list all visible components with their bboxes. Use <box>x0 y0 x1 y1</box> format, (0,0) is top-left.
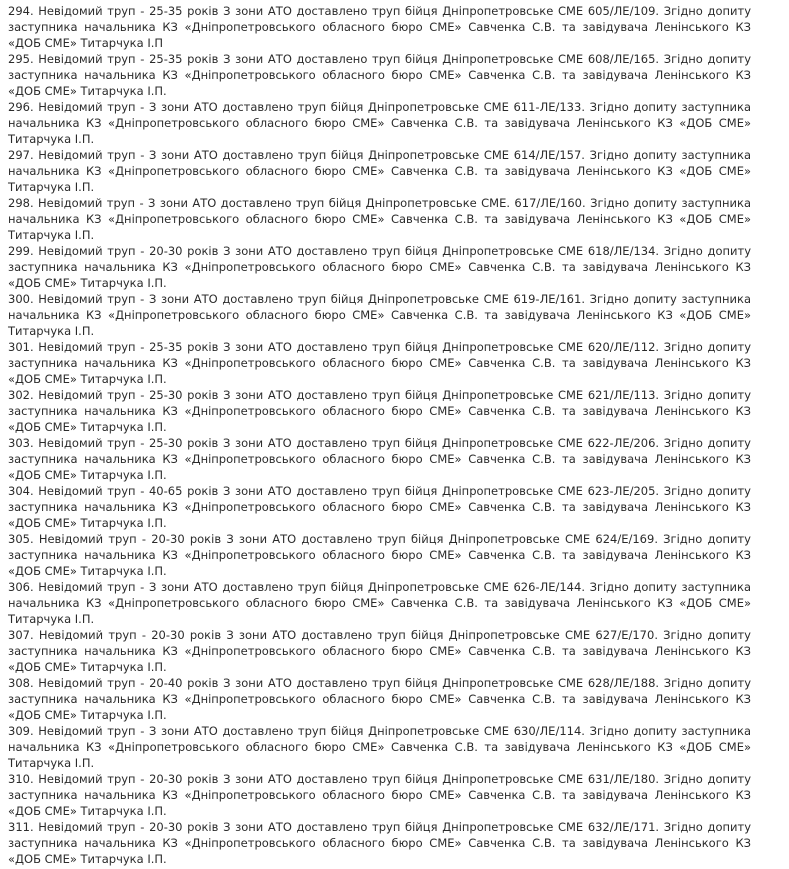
list-item: 298. Невідомий труп - З зони АТО доставлено труп бійця Дніпропетровське СМЕ. 617/ЛЕ/160. Згідно допиту заступника начальника КЗ «Дніпропетровського обласного бюро СМЕ» Савченка С.В. та завідувача Ленінського КЗ «ДОБ СМЕ» Титарчука І.П. <box>8 196 751 242</box>
list-item: 295. Невідомий труп - 25-35 років З зони АТО доставлено труп бійця Дніпропетровське СМЕ 608/ЛЕ/165. Згідно допиту заступника начальника КЗ «Дніпропетровського обласного бюро СМЕ» Савченка С.В. та завідувача Ленінського КЗ «ДОБ СМЕ» Титарчука І.П. <box>8 52 751 98</box>
list-item: 305. Невідомий труп - 20-30 років З зони АТО доставлено труп бійця Дніпропетровське СМЕ 624/Е/169. Згідно допиту заступника начальника КЗ «Дніпропетровського обласного бюро СМЕ» Савченка С.В. та завідувача Ленінського КЗ «ДОБ СМЕ» Титарчука І.П. <box>8 532 751 578</box>
list-item: 296. Невідомий труп - З зони АТО доставлено труп бійця Дніпропетровське СМЕ 611-ЛЕ/133. Згідно допиту заступника начальника КЗ «Дніпропетровського обласного бюро СМЕ» Савченка С.В. та завідувача Ленінського КЗ «ДОБ СМЕ» Титарчука І.П. <box>8 100 751 146</box>
list-item: 297. Невідомий труп - З зони АТО доставлено труп бійця Дніпропетровське СМЕ 614/ЛЕ/157. Згідно допиту заступника начальника КЗ «Дніпропетровського обласного бюро СМЕ» Савченка С.В. та завідувача Ленінського КЗ «ДОБ СМЕ» Титарчука І.П. <box>8 148 751 194</box>
list-item: 307. Невідомий труп - 20-30 років З зони АТО доставлено труп бійця Дніпропетровське СМЕ 627/Е/170. Згідно допиту заступника начальника КЗ «Дніпропетровського обласного бюро СМЕ» Савченка С.В. та завідувача Ленінського КЗ «ДОБ СМЕ» Титарчука І.П. <box>8 628 751 674</box>
list-item: 299. Невідомий труп - 20-30 років З зони АТО доставлено труп бійця Дніпропетровське СМЕ 618/ЛЕ/134. Згідно допиту заступника начальника КЗ «Дніпропетровського обласного бюро СМЕ» Савченка С.В. та завідувача Ленінського КЗ «ДОБ СМЕ» Титарчука І.П. <box>8 244 751 290</box>
list-item: 300. Невідомий труп - З зони АТО доставлено труп бійця Дніпропетровське СМЕ 619-ЛЕ/161. Згідно допиту заступника начальника КЗ «Дніпропетровського обласного бюро СМЕ» Савченка С.В. та завідувача Ленінського КЗ «ДОБ СМЕ» Титарчука І.П. <box>8 292 751 338</box>
list-item: 309. Невідомий труп - З зони АТО доставлено труп бійця Дніпропетровське СМЕ 630/ЛЕ/114. Згідно допиту заступника начальника КЗ «Дніпропетровського обласного бюро СМЕ» Савченка С.В. та завідувача Ленінського КЗ «ДОБ СМЕ» Титарчука І.П. <box>8 724 751 770</box>
list-item: 294. Невідомий труп - 25-35 років З зони АТО доставлено труп бійця Дніпропетровське СМЕ 605/ЛЕ/109. Згідно допиту заступника начальника КЗ «Дніпропетровського обласного бюро СМЕ» Савченка С.В. та завідувача Ленінського КЗ «ДОБ СМЕ» Титарчука І.П <box>8 4 751 50</box>
list-item: 310. Невідомий труп - 20-30 років З зони АТО доставлено труп бійця Дніпропетровське СМЕ 631/ЛЕ/180. Згідно допиту заступника начальника КЗ «Дніпропетровського обласного бюро СМЕ» Савченка С.В. та завідувача Ленінського КЗ «ДОБ СМЕ» Титарчука І.П. <box>8 772 751 818</box>
list-item: 311. Невідомий труп - 20-30 років З зони АТО доставлено труп бійця Дніпропетровське СМЕ 632/ЛЕ/171. Згідно допиту заступника начальника КЗ «Дніпропетровського обласного бюро СМЕ» Савченка С.В. та завідувача Ленінського КЗ «ДОБ СМЕ» Титарчука І.П. <box>8 820 751 866</box>
list-item: 301. Невідомий труп - 25-35 років З зони АТО доставлено труп бійця Дніпропетровське СМЕ 620/ЛЕ/112. Згідно допиту заступника начальника КЗ «Дніпропетровського обласного бюро СМЕ» Савченка С.В. та завідувача Ленінського КЗ «ДОБ СМЕ» Титарчука І.П. <box>8 340 751 386</box>
list-item: 303. Невідомий труп - 25-30 років З зони АТО доставлено труп бійця Дніпропетровське СМЕ 622-ЛЕ/206. Згідно допиту заступника начальника КЗ «Дніпропетровського обласного бюро СМЕ» Савченка С.В. та завідувача Ленінського КЗ «ДОБ СМЕ» Титарчука І.П. <box>8 436 751 482</box>
list-item: 308. Невідомий труп - 20-40 років З зони АТО доставлено труп бійця Дніпропетровське СМЕ 628/ЛЕ/188. Згідно допиту заступника начальника КЗ «Дніпропетровського обласного бюро СМЕ» Савченка С.В. та завідувача Ленінського КЗ «ДОБ СМЕ» Титарчука І.П. <box>8 676 751 722</box>
list-item: 306. Невідомий труп - З зони АТО доставлено труп бійця Дніпропетровське СМЕ 626-ЛЕ/144. Згідно допиту заступника начальника КЗ «Дніпропетровського обласного бюро СМЕ» Савченка С.В. та завідувача Ленінського КЗ «ДОБ СМЕ» Титарчука І.П. <box>8 580 751 626</box>
list-item: 302. Невідомий труп - 25-30 років З зони АТО доставлено труп бійця Дніпропетровське СМЕ 621/ЛЕ/113. Згідно допиту заступника начальника КЗ «Дніпропетровського обласного бюро СМЕ» Савченка С.В. та завідувача Ленінського КЗ «ДОБ СМЕ» Титарчука І.П. <box>8 388 751 434</box>
list-item: 304. Невідомий труп - 40-65 років З зони АТО доставлено труп бійця Дніпропетровське СМЕ 623-ЛЕ/205. Згідно допиту заступника начальника КЗ «Дніпропетровського обласного бюро СМЕ» Савченка С.В. та завідувача Ленінського КЗ «ДОБ СМЕ» Титарчука І.П. <box>8 484 751 530</box>
